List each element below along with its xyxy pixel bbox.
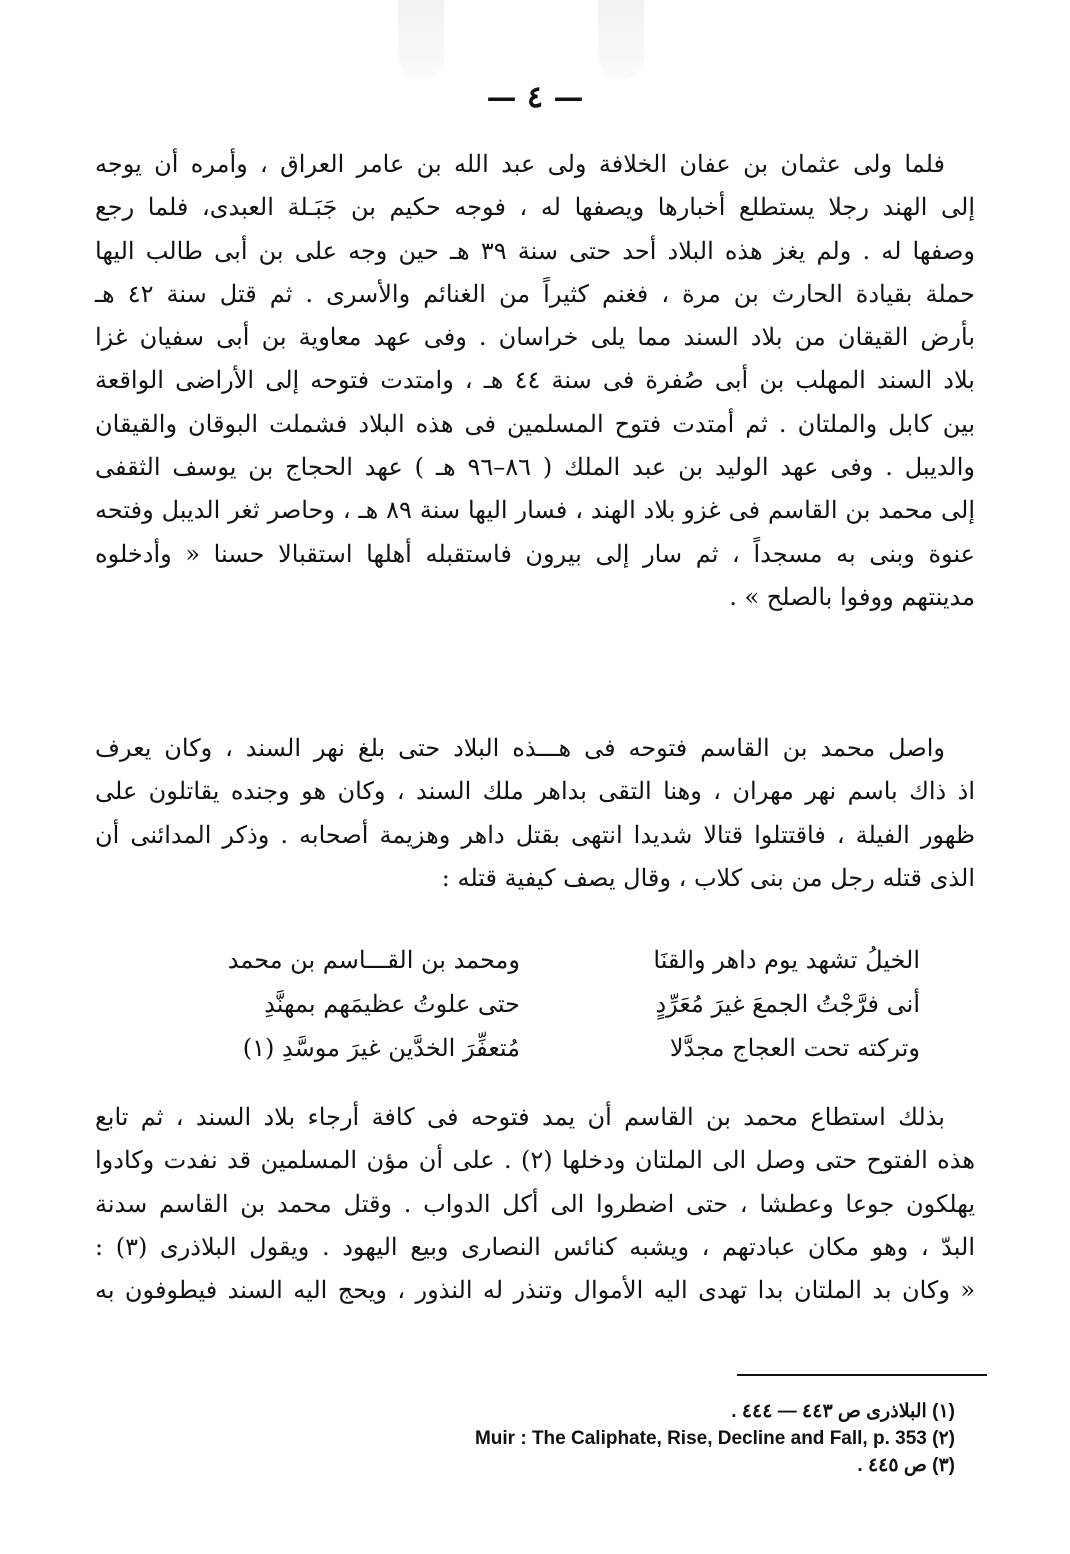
poem-hemistich: ومحمد بن القـــاسم بن محمد	[227, 946, 520, 974]
text-line: ظهور الفيلة ، فاقتتلوا قتالا شديدا انتهى بقتل داهر وهزيمة أصحابه . وذكر المدائنى أن	[95, 820, 975, 849]
text-line: إلى محمد بن القاسم فى غزو بلاد الهند ، فسار اليها سنة ٨٩ هـ ، وحاصر ثغر الديبل وفتحه	[95, 496, 976, 525]
paragraph-1	[95, 143, 975, 619]
text-line: يهلكون جوعا وعطشا ، حتى اضطروا الى أكل الدواب . وقتل محمد بن القاسم سدنة	[95, 1189, 975, 1218]
footnotes	[370, 1398, 955, 1479]
text-line: البدّ ، وهو مكان عبادتهم ، ويشبه كنائس النصارى وبيع اليهود . ويقول البلاذرى (٣) :	[95, 1232, 976, 1261]
poem-hemistich: أنى فرَّجْتُ الجمعَ غيرَ مُعَرِّدٍ	[655, 990, 920, 1018]
poem	[160, 938, 920, 1070]
text-line: مدينتهم ووفوا بالصلح » .	[729, 582, 975, 611]
poem-hemistich: الخيلُ تشهد يوم داهر والقنَا	[653, 946, 920, 974]
text-line: عنوة وبنى به مسجداً ، ثم سار إلى بيرون فاستقبله أهلها استقبالا حسنا « وأدخلوه	[95, 539, 975, 568]
text-line: واصل محمد بن القاسم فتوحه فى هـــذه البلاد حتى بلغ نهر السند ، وكان يعرف	[95, 734, 945, 762]
poem-hemistich: وتركته تحت العجاج مجدَّلا	[669, 1034, 920, 1062]
text-line: بأرض القيقان من بلاد السند مما يلى خراسان . وفى عهد معاوية بن أبى سفيان غزا	[95, 323, 975, 352]
scan-smudge	[398, 0, 444, 80]
poem-hemistich: حتى علوتُ عظيمَهم بمهنَّدِ	[264, 990, 520, 1018]
paragraph-3	[95, 1096, 975, 1312]
page-number: — ٤ —	[486, 80, 584, 115]
poem-verse	[160, 938, 920, 982]
footnote-text: البلاذرى ص ٤٤٣ — ٤٤٤ .	[731, 1401, 927, 1422]
text-line: إلى الهند رجلا يستطلع أخبارها ويصفها له ، فوجه حكيم بن جَبَـلة العبدى، فلما رجع	[95, 193, 976, 222]
footnote-separator	[737, 1374, 987, 1376]
footnote-marker: (١)	[932, 1401, 955, 1422]
scan-smudge	[598, 0, 644, 80]
poem-hemistich: مُتعفِّرَ الخدَّين غيرَ موسَّدِ (١)	[242, 1034, 520, 1062]
footnote-text: ص ٤٤٥ .	[857, 1455, 927, 1476]
text-line: حملة بقيادة الحارث بن مرة ، فغنم كثيراً من الغنائم والأسرى . ثم قتل سنة ٤٢ هـ	[95, 279, 975, 308]
text-line: اذ ذاك باسم نهر مهران ، وهنا التقى بداهر ملك السند ، وكان هو وجنده يقاتلون على	[95, 777, 975, 806]
text-line: بذلك استطاع محمد بن القاسم أن يمد فتوحه فى كافة أرجاء بلاد السند ، ثم تابع	[95, 1103, 945, 1131]
poem-verse	[160, 982, 920, 1026]
footnote	[370, 1425, 955, 1452]
footnote	[370, 1452, 955, 1479]
text-line: بلاد السند المهلب بن أبى صُفرة فى سنة ٤٤ هـ ، وامتدت فتوحه إلى الأراضى الواقعة	[95, 366, 975, 395]
footnote	[370, 1398, 955, 1425]
footnote-text: Muir : The Caliphate, Rise, Decline and Fall, p. 353	[474, 1428, 927, 1449]
text-line: الذى قتله رجل من بنى كلاب ، وقال يصف كيفية قتله :	[441, 863, 975, 892]
poem-verse	[160, 1026, 920, 1070]
text-line: وصفها له . ولم يغز هذه البلاد أحد حتى سنة ٣٩ هـ حين وجه على بن أبى طالب اليها	[95, 236, 975, 265]
footnote-marker: (٢)	[932, 1428, 955, 1449]
footnote-marker: (٣)	[932, 1455, 955, 1476]
text-line: « وكان بد الملتان بدا تهدى اليه الأموال وتنذر له النذور ، ويحج اليه السند فيطوفون به	[95, 1276, 975, 1305]
text-line: هذه الفتوح حتى وصل الى الملتان ودخلها (٢) . على أن مؤن المسلمين قد نفدت وكادوا	[95, 1146, 975, 1175]
text-line: بين كابل والملتان . ثم أمتدت فتوح المسلمين فى هذه البلاد فشملت البوقان والقيقان	[95, 409, 975, 438]
paragraph-2	[95, 727, 975, 900]
text-line: والديبل . وفى عهد الوليد بن عبد الملك ( ٨٦–٩٦ هـ ) عهد الحجاج بن يوسف الثقفى	[95, 453, 975, 482]
text-line: فلما ولى عثمان بن عفان الخلافة ولى عبد الله بن عامر العراق ، وأمره أن يوجه	[95, 150, 945, 178]
